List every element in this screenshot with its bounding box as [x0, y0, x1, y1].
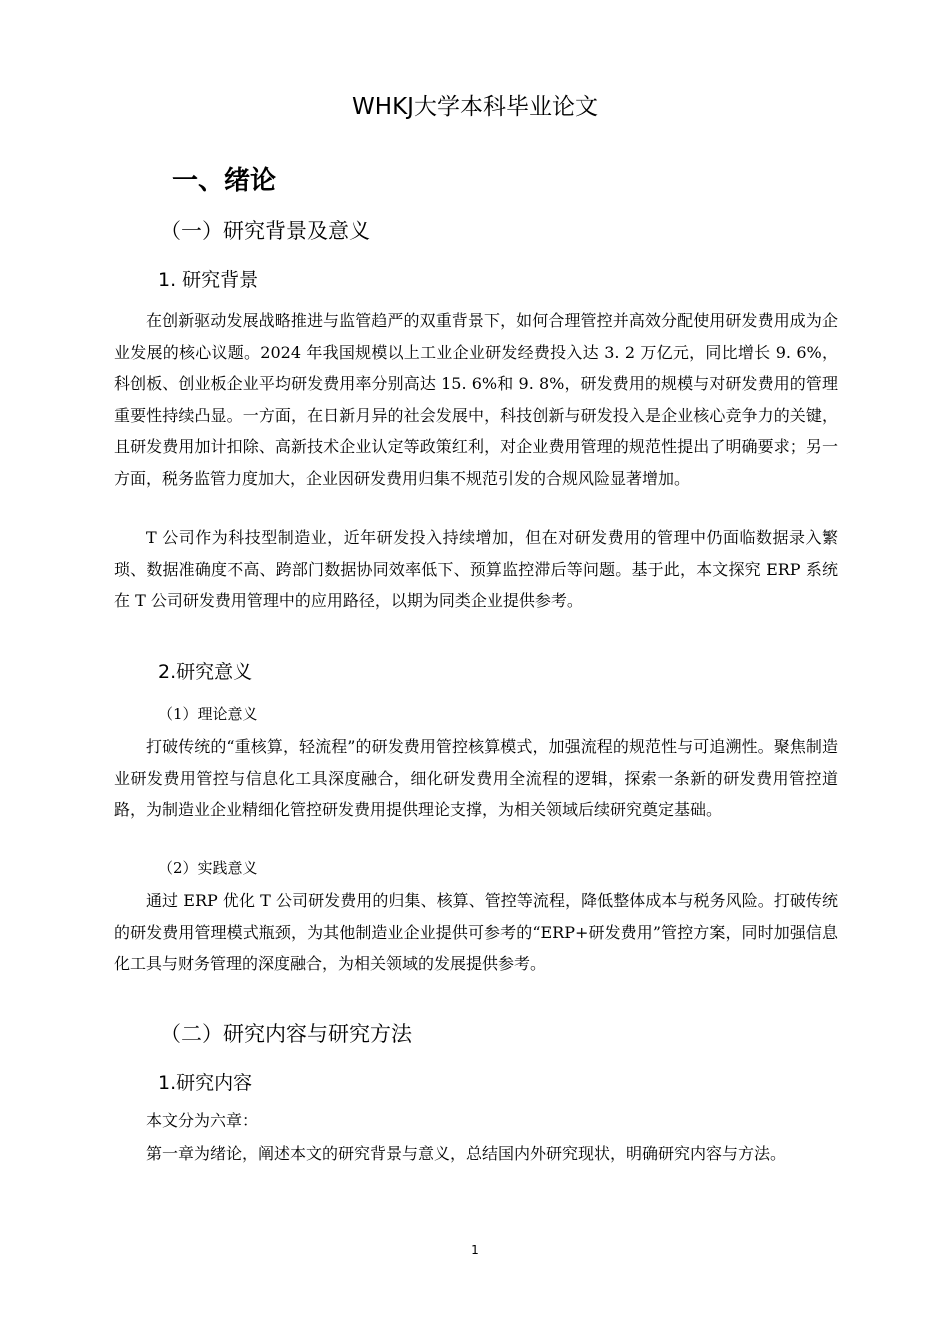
theory-significance-heading: （1）理论意义	[158, 705, 258, 723]
section-heading-content-methods: （二）研究内容与研究方法	[160, 1022, 412, 1046]
paragraph-content-intro: 本文分为六章：	[146, 1111, 259, 1130]
paragraph-chapter-one: 第一章为绪论，阐述本文的研究背景与意义，总结国内外研究现状，明确研究内容与方法。	[146, 1144, 787, 1163]
subsection-heading-background: 1. 研究背景	[158, 269, 259, 291]
paragraph-theory-significance: 打破传统的“重核算，轻流程”的研发费用管控核算模式，加强流程的规范性与可追溯性。聚焦制造业研发费用管控与信息化工具深度融合，细化研发费用全流程的逻辑，探索一条新的研发费用管控道路，为制造业企业精细化管控研发费用提供理论支撑，为相关领域后续研究奠定基础。	[114, 737, 838, 819]
practice-significance-heading: （2）实践意义	[158, 859, 258, 877]
subsection-heading-content: 1.研究内容	[158, 1072, 253, 1094]
paragraph-background-2: T 公司作为科技型制造业，近年研发投入持续增加，但在对研发费用的管理中仍面临数据录入繁琐、数据准确度不高、跨部门数据协同效率低下、预算监控滞后等问题。基于此，本文探究 ERP 系统在 T 公司研发费用管理中的应用路径，以期为同类企业提供参考。	[114, 528, 838, 610]
paragraph-background-1: 在创新驱动发展战略推进与监管趋严的双重背景下，如何合理管控并高效分配使用研发费用成为企业发展的核心议题。2024 年我国规模以上工业企业研发经费投入达 3. 2 万亿元，同比增长 9. 6%，科创板、创业板企业平均研发费用率分别高达 15. 6%和 9. 8%，研发费用的规模与对研发费用的管理重要性持续凸显。一方面，在日新月异的社会发展中，科技创新与研发投入是企业核心竞争力的关键，且研发费用加计扣除、高新技术企业认定等政策红利，对企业费用管理的规范性提出了明确要求；另一方面，税务监管力度加大，企业因研发费用归集不规范引发的合规风险显著增加。	[114, 311, 838, 488]
page-number: 1	[471, 1243, 479, 1257]
page-header-title: WHKJ大学本科毕业论文	[352, 94, 598, 120]
subsection-heading-significance: 2.研究意义	[158, 661, 253, 683]
section-heading-background-significance: （一）研究背景及意义	[160, 219, 370, 243]
chapter-title: 一、绪论	[172, 166, 277, 196]
paragraph-practice-significance: 通过 ERP 优化 T 公司研发费用的归集、核算、管控等流程，降低整体成本与税务风险。打破传统的研发费用管理模式瓶颈，为其他制造业企业提供可参考的“ERP+研发费用”管控方案，同时加强信息化工具与财务管理的深度融合，为相关领域的发展提供参考。	[114, 891, 838, 973]
